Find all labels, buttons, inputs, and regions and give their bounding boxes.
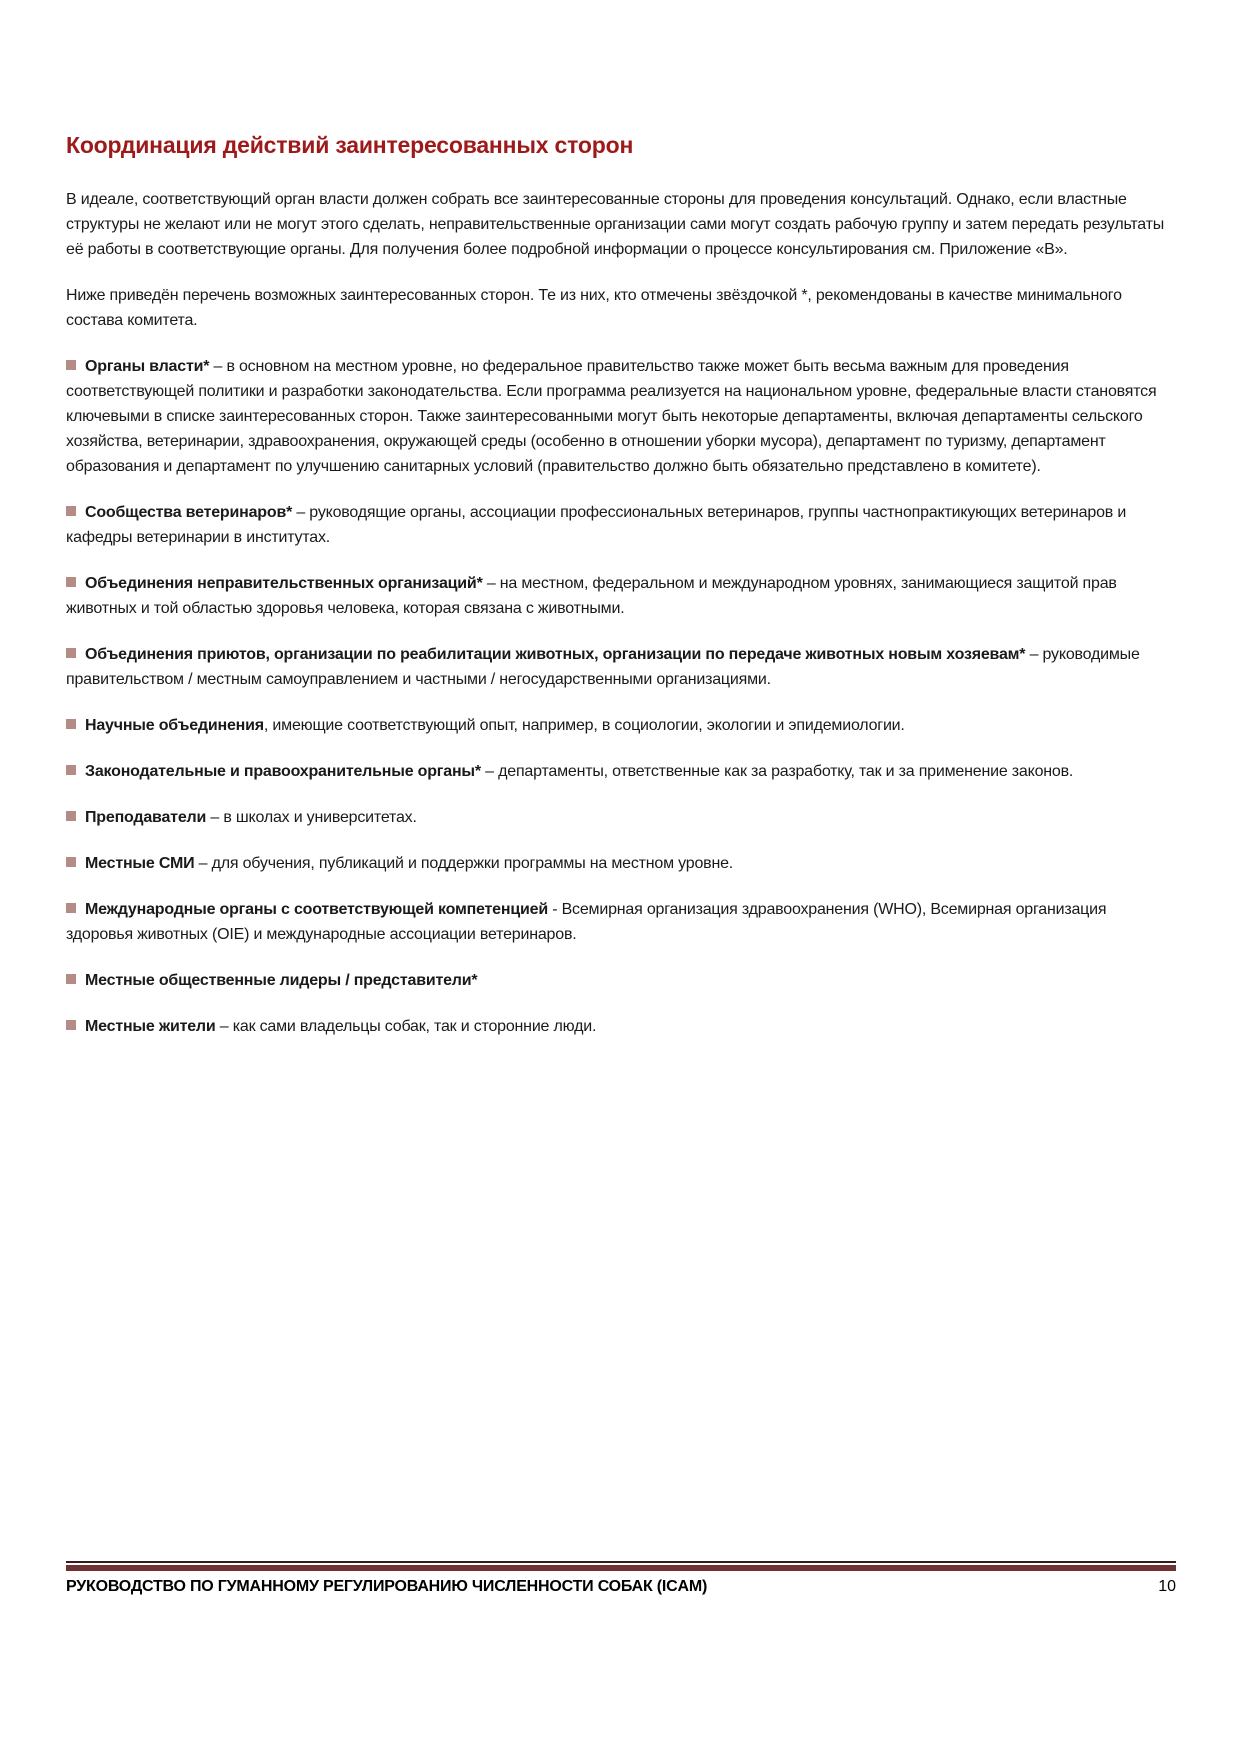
bullet-square-icon: [66, 719, 76, 729]
bullet-square-icon: [66, 577, 76, 587]
bullet-label: Сообщества ветеринаров*: [85, 504, 293, 521]
list-item-shelter-associations: [66, 642, 1176, 692]
bullet-square-icon: [66, 974, 76, 984]
bullet-text: – как сами владельцы собак, так и сторонние люди.: [215, 1018, 597, 1035]
list-item-local-residents: [66, 1014, 1176, 1039]
bullet-text: - Всемирная организация здравоохранения (WHO), Всемирная организация здоровья животных (OIE) и международные ассоциации ветеринаров.: [66, 901, 1107, 943]
bullet-square-icon: [66, 765, 76, 775]
bullet-text: – руководящие органы, ассоциации профессиональных ветеринаров, группы частнопрактикующих ветеринаров и кафедры ветеринарии в институтах.: [66, 504, 1127, 546]
bullet-text: – руководимые правительством / местным самоуправлением и частными / негосударственными организациями.: [66, 646, 1140, 688]
list-item-scientific-associations: [66, 713, 1176, 738]
bullet-label: Законодательные и правоохранительные органы*: [85, 763, 481, 780]
bullet-text: – для обучения, публикаций и поддержки программы на местном уровне.: [194, 855, 734, 872]
intro-paragraph: В идеале, соответствующий орган власти должен собрать все заинтересованные стороны для проведения консультаций. Однако, если властные структуры не желают или не могут этого сделать, неправительственные организации сами могут создать рабочую группу и затем передать результаты её работы в соответствующие органы. Для получения более подробной информации о процессе консультирования см. Приложение «В».: [66, 191, 1165, 258]
list-item-local-media: [66, 851, 1176, 876]
footer-rule: [66, 1561, 1176, 1571]
footer-page-number: 10: [1158, 1578, 1176, 1595]
bullet-label: Местные общественные лидеры / представители*: [85, 972, 478, 989]
bullet-text: , имеющие соответствующий опыт, например, в социологии, экологии и эпидемиологии.: [263, 717, 905, 734]
bullet-square-icon: [66, 1020, 76, 1030]
list-item-legislative-bodies: [66, 759, 1176, 784]
list-lead-paragraph: Ниже приведён перечень возможных заинтересованных сторон. Те из них, кто отмечены звёздочкой *, рекомендованы в качестве минимального состава комитета.: [66, 287, 1122, 329]
list-item-community-leaders: [66, 968, 1176, 993]
bullet-label: Местные жители: [85, 1018, 216, 1035]
bullet-text: – департаменты, ответственные как за разработку, так и за применение законов.: [480, 763, 1074, 780]
list-item-international-bodies: [66, 897, 1176, 947]
bullet-square-icon: [66, 506, 76, 516]
bullet-text: – в основном на местном уровне, но федеральное правительство также может быть весьма важным для проведения соответствующей политики и разработки законодательства. Если программа реализуется на национальном уровне, федеральные власти становятся ключевыми в списке заинтересованных сторон. Также заинтересованными могут быть некоторые департаменты, включая департаменты сельского хозяйства, ветеринарии, здравоохранения, окружающей среды (особенно в отношении уборки мусора), департамент по туризму, департамент образования и департамент по улучшению санитарных условий (правительство должно быть обязательно представлено в комитете).: [66, 358, 1157, 475]
bullet-square-icon: [66, 360, 76, 370]
bullet-label: Объединения неправительственных организаций*: [85, 575, 483, 592]
bullet-text: – на местном, федеральном и международном уровнях, занимающиеся защитой прав животных и той областью здоровья человека, которая связана с животными.: [66, 575, 1117, 617]
footer-title: РУКОВОДСТВО ПО ГУМАННОМУ РЕГУЛИРОВАНИЮ ЧИСЛЕННОСТИ СОБАК (ICAM): [66, 1578, 708, 1595]
list-item-teachers: [66, 805, 1176, 830]
page-title: Координация действий заинтересованных сторон: [66, 132, 634, 158]
bullet-square-icon: [66, 811, 76, 821]
bullet-square-icon: [66, 648, 76, 658]
bullet-label: Органы власти*: [85, 358, 210, 375]
list-item-authorities: [66, 354, 1176, 479]
bullet-label: Международные органы с соответствующей компетенцией: [85, 901, 548, 918]
bullet-square-icon: [66, 903, 76, 913]
bullet-label: Научные объединения: [85, 717, 264, 734]
page-footer: [66, 1561, 1176, 1596]
bullet-label: Объединения приютов, организации по реабилитации животных, организации по передаче животных новым хозяевам*: [85, 646, 1026, 663]
bullet-square-icon: [66, 857, 76, 867]
bullet-text: – в школах и университетах.: [206, 809, 417, 826]
list-item-ngo-associations: [66, 571, 1176, 621]
document-body: [66, 132, 1176, 1060]
bullet-label: Местные СМИ: [85, 855, 195, 872]
bullet-label: Преподаватели: [85, 809, 207, 826]
list-item-veterinary-communities: [66, 500, 1176, 550]
